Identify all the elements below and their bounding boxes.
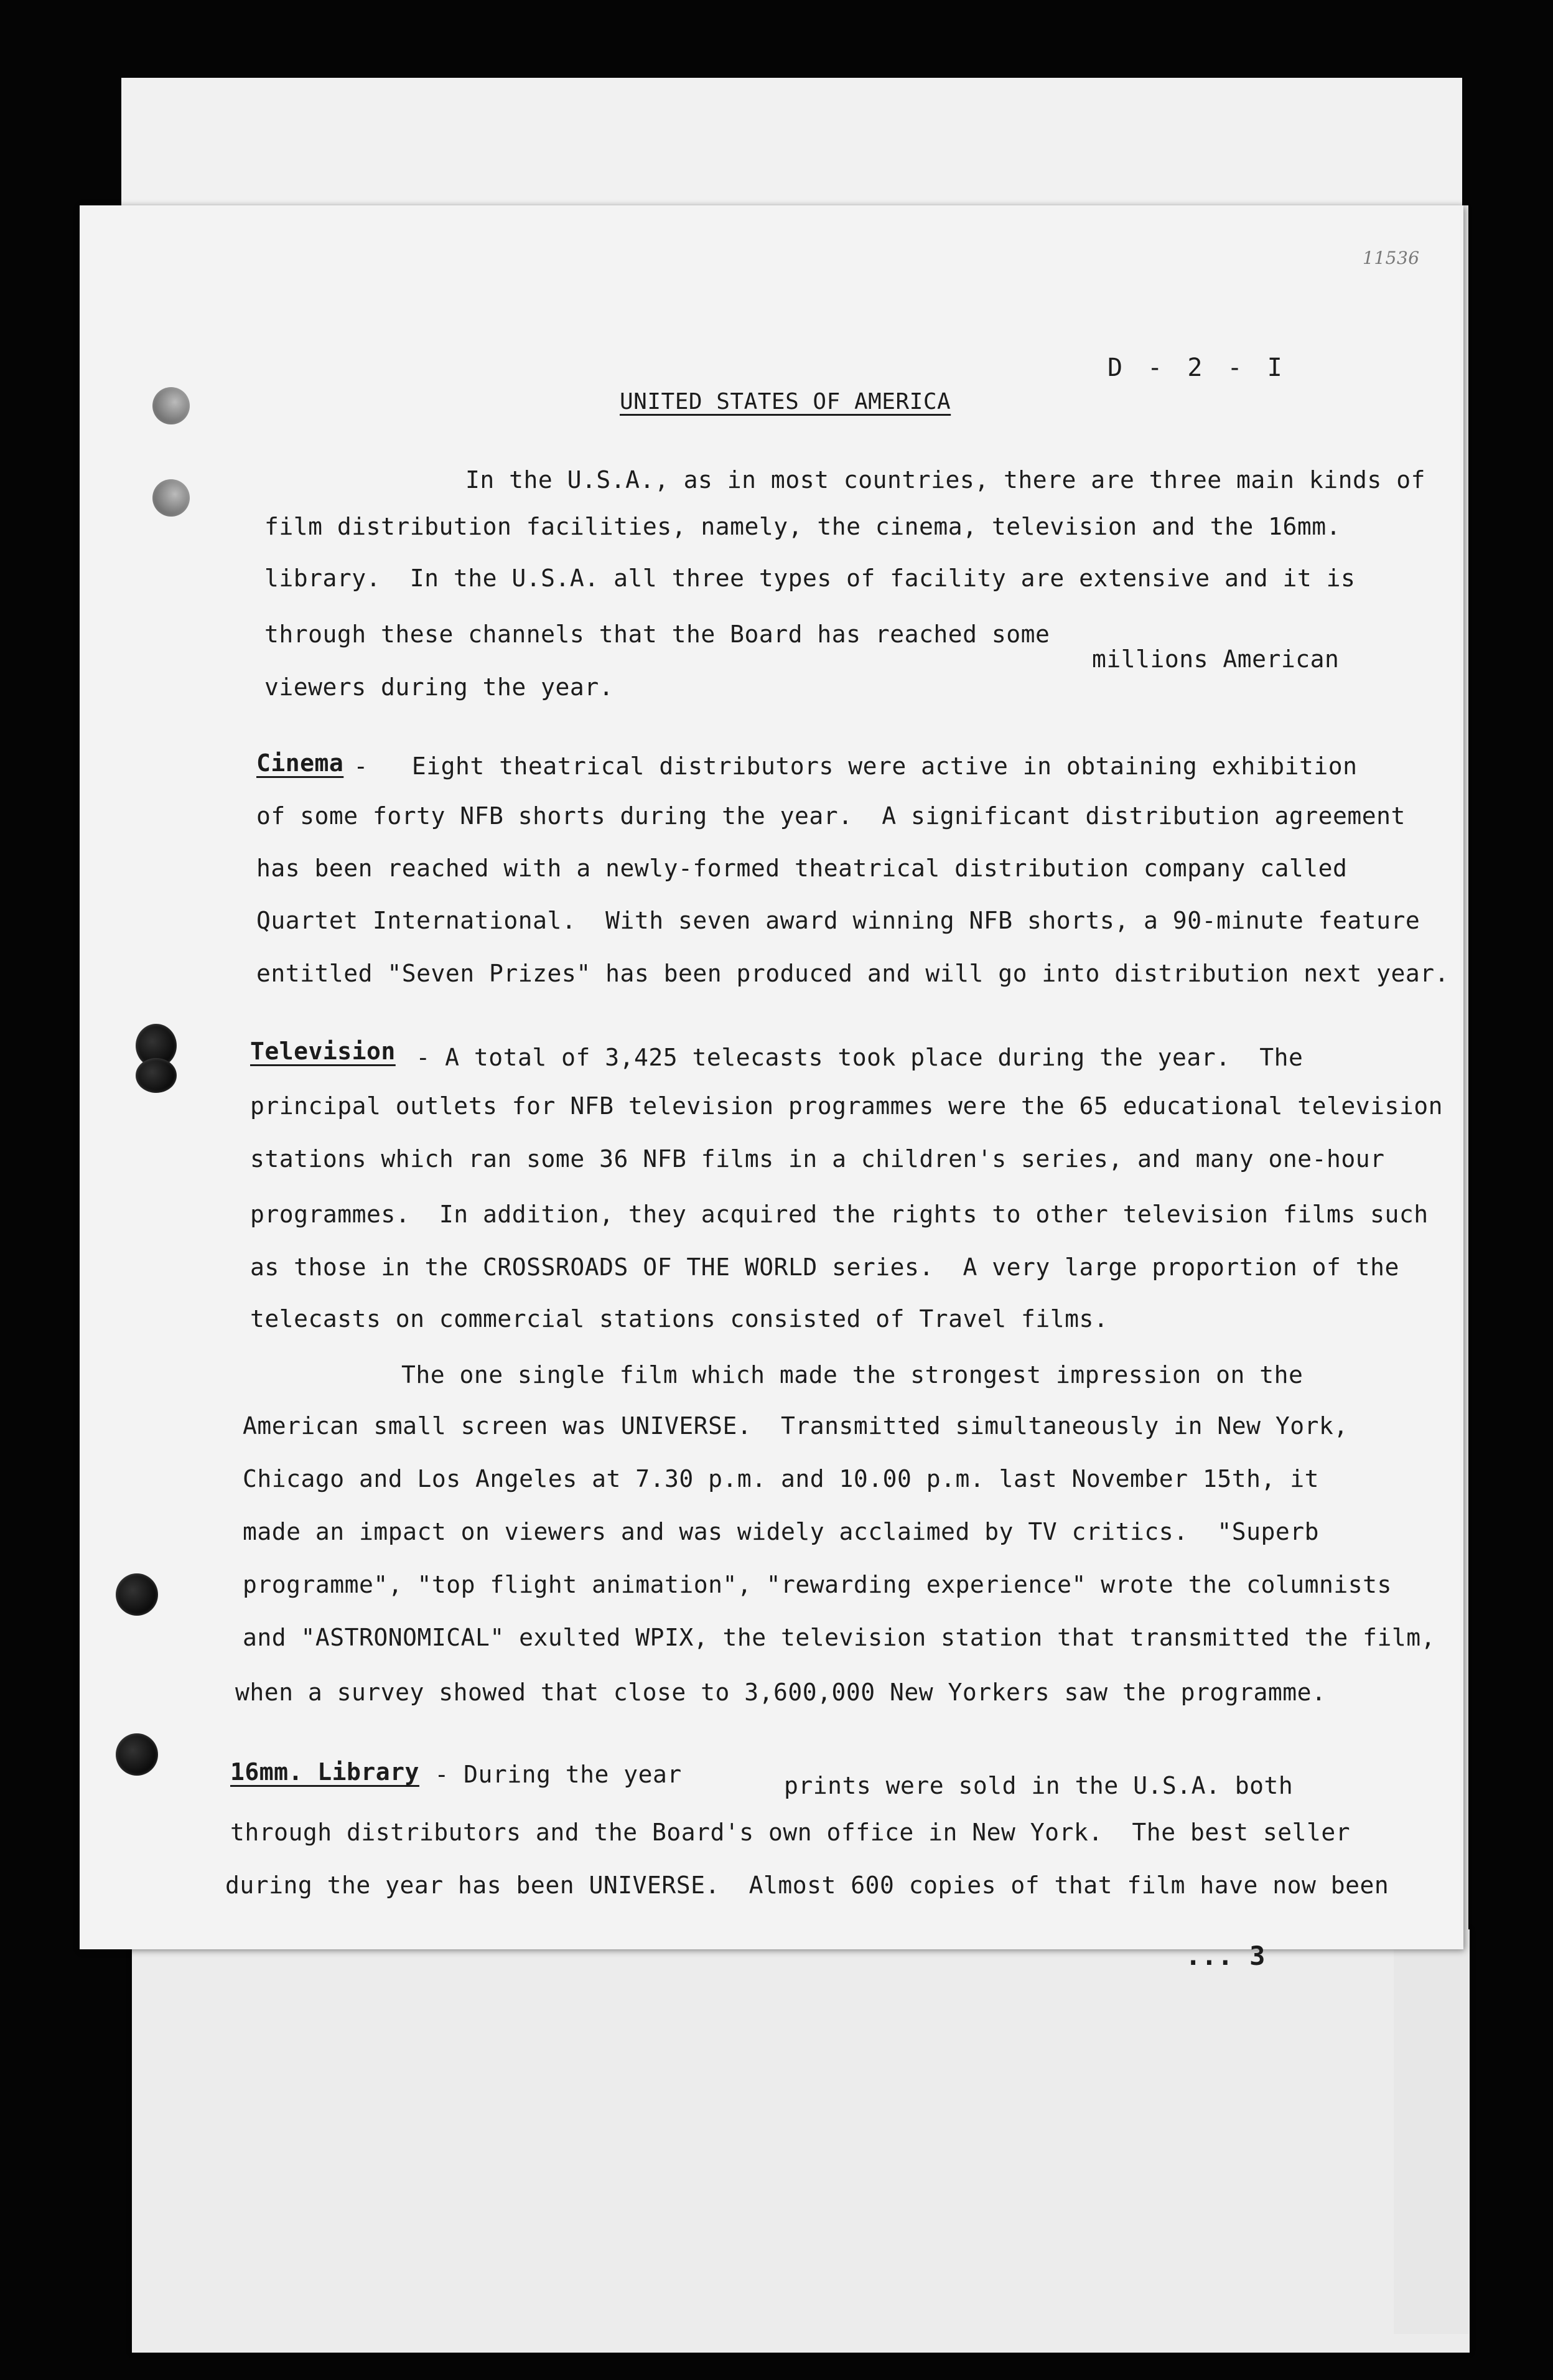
page-reference: D - 2 - I [1108, 354, 1287, 382]
television-line: when a survey showed that close to 3,600,000 New Yorkers saw the programme. [235, 1679, 1327, 1706]
television-line: telecasts on commercial stations consisted of Travel films. [250, 1305, 1109, 1333]
section-heading-library: 16mm. Library [230, 1758, 419, 1786]
television-line: American small screen was UNIVERSE. Transmitted simultaneously in New York, [243, 1412, 1348, 1440]
margin-note: 11536 [1363, 248, 1420, 268]
intro-line: library. In the U.S.A. all three types of facility are extensive and it is [264, 565, 1356, 592]
intro-line: through these channels that the Board has reached some [264, 621, 1050, 648]
television-line: made an impact on viewers and was widely acclaimed by TV critics. "Superb [243, 1518, 1319, 1545]
library-line: prints were sold in the U.S.A. both [784, 1772, 1294, 1799]
intro-line: viewers during the year. [264, 673, 614, 701]
television-line: - A total of 3,425 telecasts took place during the year. The [401, 1044, 1303, 1071]
television-line: Chicago and Los Angeles at 7.30 p.m. and 10.00 p.m. last November 15th, it [243, 1465, 1319, 1492]
television-line: as those in the CROSSROADS OF THE WORLD series. A very large proportion of the [250, 1253, 1399, 1281]
television-line: programme", "top flight animation", "rewarding experience" wrote the columnists [243, 1571, 1392, 1598]
intro-line: millions American [1092, 645, 1340, 673]
television-line: principal outlets for NFB television programmes were the 65 educational television [250, 1092, 1443, 1120]
cinema-line: - Eight theatrical distributors were active in obtaining exhibition [339, 752, 1358, 780]
section-heading-cinema: Cinema [256, 749, 344, 777]
library-line: during the year has been UNIVERSE. Almost 600 copies of that film have now been [225, 1872, 1389, 1899]
intro-line: film distribution facilities, namely, the cinema, television and the 16mm. [264, 513, 1341, 540]
television-line: The one single film which made the strongest impression on the [401, 1361, 1303, 1389]
section-heading-television: Television [250, 1038, 396, 1065]
cinema-line: has been reached with a newly-formed theatrical distribution company called [256, 855, 1348, 882]
cinema-line: entitled "Seven Prizes" has been produced and will go into distribution next year. [256, 960, 1449, 987]
television-line: stations which ran some 36 NFB films in a children's series, and many one-hour [250, 1145, 1385, 1173]
continuation-marker: ... 3 [1185, 1941, 1266, 1971]
television-line: and "ASTRONOMICAL" exulted WPIX, the television station that transmitted the film, [243, 1624, 1435, 1651]
cinema-line: of some forty NFB shorts during the year. A significant distribution agreement [256, 802, 1406, 830]
document-title: UNITED STATES OF AMERICA [620, 389, 951, 415]
library-line: - During the year [420, 1761, 682, 1788]
intro-line: In the U.S.A., as in most countries, there are three main kinds of [465, 466, 1425, 494]
television-line: programmes. In addition, they acquired the rights to other television films such [250, 1201, 1429, 1228]
cinema-line: Quartet International. With seven award winning NFB shorts, a 90-minute feature [256, 907, 1420, 934]
library-line: through distributors and the Board's own office in New York. The best seller [230, 1819, 1351, 1846]
